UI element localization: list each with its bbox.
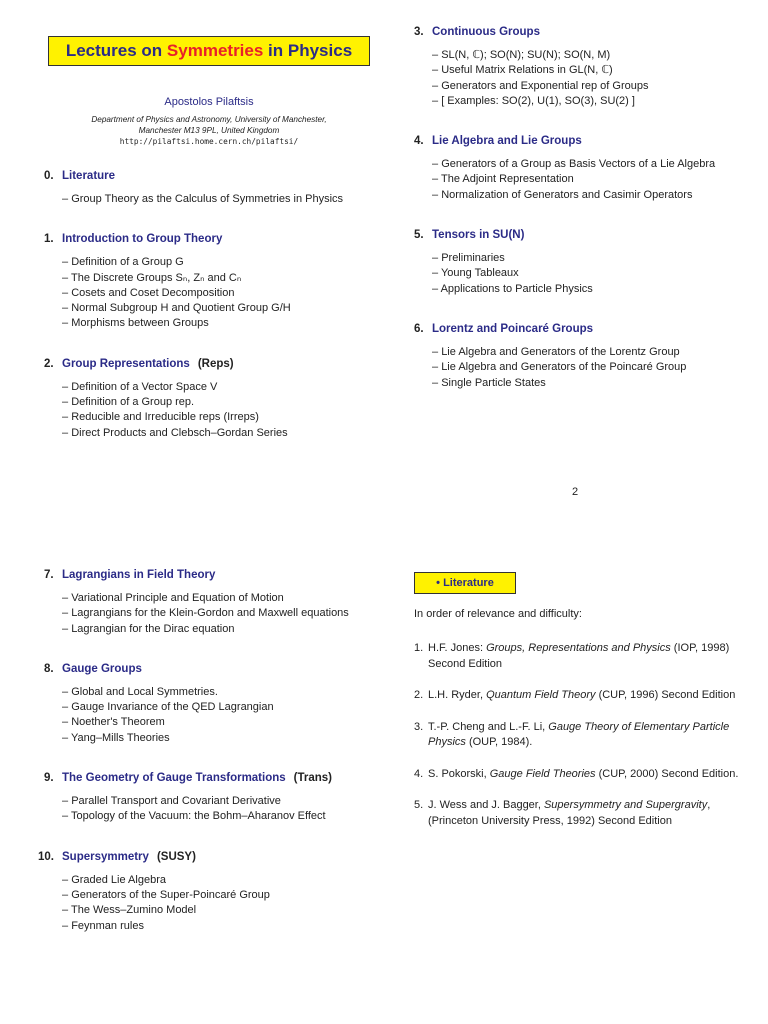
topic-item: – Topology of the Vacuum: the Bohm–Aharanov Effect bbox=[62, 809, 364, 824]
topic-item: – Lie Algebra and Generators of the Lorentz Group bbox=[432, 345, 750, 360]
topic-item: – Graded Lie Algebra bbox=[62, 873, 364, 888]
topic-item: – Applications to Particle Physics bbox=[432, 282, 750, 297]
topic-item: – Gauge Invariance of the QED Lagrangian bbox=[62, 700, 364, 715]
slide-3 bbox=[0, 512, 384, 1024]
topic-item: – Preliminaries bbox=[432, 251, 750, 266]
outline-section bbox=[44, 358, 364, 441]
topic-item: – Generators and Exponential rep of Groups bbox=[432, 79, 750, 94]
reference-number: 1. bbox=[414, 642, 424, 654]
topic-item: – Variational Principle and Equation of Motion bbox=[62, 591, 364, 606]
literature-box: • Literature bbox=[414, 572, 516, 594]
section-number: 8. bbox=[44, 662, 54, 675]
reference-item bbox=[414, 798, 742, 829]
title-prefix: Lectures on bbox=[65, 41, 163, 60]
reference-text bbox=[428, 798, 742, 829]
reference-list bbox=[414, 641, 742, 829]
section-heading bbox=[44, 663, 364, 675]
reference-authors: H.F. Jones: bbox=[428, 642, 487, 654]
topic-list bbox=[62, 873, 364, 934]
section-number: 3. bbox=[414, 26, 424, 38]
reference-item bbox=[414, 641, 742, 672]
section-heading bbox=[44, 358, 364, 370]
topic-list bbox=[62, 255, 364, 331]
outline-section bbox=[38, 850, 364, 934]
topic-item: – [ Examples: SO(2), U(1), SO(3), SU(2) ] bbox=[432, 94, 750, 109]
outline-section bbox=[44, 772, 364, 825]
section-title: Continuous Groups bbox=[432, 26, 540, 38]
topic-list bbox=[432, 345, 750, 391]
topic-item: – Generators of a Group as Basis Vectors of a Lie Algebra bbox=[432, 157, 750, 172]
topic-item: – Lagrangian for the Dirac equation bbox=[62, 622, 364, 637]
section-heading bbox=[38, 850, 364, 863]
topic-list bbox=[432, 157, 750, 203]
section-abbreviation: (SUSY) bbox=[156, 850, 196, 863]
section-number: 10. bbox=[38, 850, 54, 863]
section-abbreviation: (Trans) bbox=[293, 772, 332, 785]
outline-section bbox=[44, 663, 364, 746]
topic-item: – Parallel Transport and Covariant Derivative bbox=[62, 794, 364, 809]
section-title: Literature bbox=[62, 170, 116, 182]
section-number: 5. bbox=[414, 229, 424, 242]
reference-title: Gauge Theory of Elementary Particle Physics bbox=[428, 720, 730, 748]
section-list bbox=[44, 170, 364, 441]
section-number: 1. bbox=[44, 233, 54, 246]
topic-item: – Yang–Mills Theories bbox=[62, 731, 364, 746]
outline-section bbox=[44, 233, 364, 331]
section-number: 4. bbox=[414, 135, 424, 148]
reference-title: Gauge Field Theories bbox=[489, 767, 596, 780]
topic-item: – Young Tableaux bbox=[432, 266, 750, 281]
section-heading bbox=[414, 323, 750, 335]
section-list bbox=[414, 26, 750, 391]
topic-item: – Lagrangians for the Klein-Gordon and Maxwell equations bbox=[62, 606, 364, 621]
reference-title: Groups, Representations and Physics bbox=[486, 642, 671, 654]
outline-section bbox=[44, 569, 364, 637]
literature-intro: In order of relevance and difficulty: bbox=[414, 608, 582, 620]
affiliation-line-1: Department of Physics and Astronomy, University of Manchester, bbox=[91, 115, 327, 124]
section-title: Lagrangians in Field Theory bbox=[62, 569, 216, 581]
reference-number: 3. bbox=[414, 720, 424, 733]
topic-item: – Definition of a Group rep. bbox=[62, 395, 364, 410]
topic-item: – The Discrete Groups Sₙ, Zₙ and Cₙ bbox=[62, 271, 364, 286]
section-abbreviation: (Reps) bbox=[197, 357, 234, 370]
topic-item: – Reducible and Irreducible reps (Irreps) bbox=[62, 410, 364, 425]
section-heading bbox=[44, 569, 364, 581]
section-heading bbox=[414, 229, 750, 241]
topic-item: – Direct Products and Clebsch–Gordan Series bbox=[62, 426, 364, 441]
outline-section bbox=[414, 135, 750, 203]
reference-text bbox=[428, 767, 742, 783]
reference-text bbox=[428, 688, 742, 704]
outline-section bbox=[44, 170, 364, 207]
topic-item: – Lie Algebra and Generators of the Poincaré Group bbox=[432, 360, 750, 375]
reference-number: 4. bbox=[414, 767, 424, 780]
section-title: The Geometry of Gauge Transformations bbox=[62, 772, 286, 785]
reference-item bbox=[414, 688, 742, 704]
reference-publication: (CUP, 2000) Second Edition. bbox=[595, 767, 739, 780]
section-number: 2. bbox=[44, 357, 54, 370]
topic-list bbox=[432, 48, 750, 109]
section-heading bbox=[414, 135, 750, 147]
topic-item: – SL(N, ℂ); SO(N); SU(N); SO(N, M) bbox=[432, 48, 750, 63]
reference-authors: T.-P. Cheng and L.-F. Li, bbox=[428, 720, 549, 733]
slide-2 bbox=[384, 0, 768, 512]
reference-item bbox=[414, 720, 742, 751]
title-suffix: in Physics bbox=[268, 41, 353, 60]
topic-item: – Single Particle States bbox=[432, 376, 750, 391]
section-heading bbox=[44, 772, 364, 784]
section-heading bbox=[44, 233, 364, 245]
reference-title: Supersymmetry and Supergravity bbox=[543, 799, 708, 811]
topic-list bbox=[432, 251, 750, 297]
affiliation bbox=[48, 114, 370, 136]
topic-item: – The Wess–Zumino Model bbox=[62, 903, 364, 918]
topic-list bbox=[62, 591, 364, 637]
lecture-title bbox=[48, 36, 370, 66]
section-title: Group Representations bbox=[62, 357, 190, 370]
topic-list bbox=[62, 685, 364, 746]
topic-item: – Morphisms between Groups bbox=[62, 316, 364, 331]
reference-publication: (IOP, 1998) Second Edition bbox=[428, 642, 730, 670]
topic-item: – Normal Subgroup H and Quotient Group G/H bbox=[62, 301, 364, 316]
section-title: Introduction to Group Theory bbox=[62, 233, 223, 246]
section-title: Supersymmetry bbox=[62, 850, 149, 863]
section-title: Tensors in SU(N) bbox=[432, 229, 525, 242]
slide-1 bbox=[0, 0, 384, 512]
section-number: 9. bbox=[44, 772, 54, 785]
reference-number: 5. bbox=[414, 799, 424, 811]
section-title: Gauge Groups bbox=[62, 662, 142, 675]
reference-publication: , (Princeton University Press, 1992) Second Edition bbox=[428, 799, 711, 827]
section-number: 0. bbox=[44, 170, 54, 182]
reference-item bbox=[414, 767, 742, 783]
section-title: Lie Algebra and Lie Groups bbox=[432, 135, 582, 148]
slide-4 bbox=[384, 512, 768, 1024]
topic-item: – Group Theory as the Calculus of Symmetries in Physics bbox=[62, 192, 364, 207]
homepage-url: http://pilaftsi.home.cern.ch/pilaftsi/ bbox=[119, 137, 299, 146]
section-number: 7. bbox=[44, 569, 54, 581]
topic-item: – The Adjoint Representation bbox=[432, 172, 750, 187]
author-name: Apostolos Pilaftsis bbox=[164, 96, 254, 108]
title-accent: Symmetries bbox=[166, 41, 264, 60]
reference-text bbox=[428, 720, 742, 751]
page-number: 2 bbox=[572, 486, 579, 498]
outline-section bbox=[414, 229, 750, 297]
reference-publication: (CUP, 1996) Second Edition bbox=[595, 689, 736, 701]
topic-item: – Cosets and Coset Decomposition bbox=[62, 286, 364, 301]
topic-item: – Definition of a Vector Space V bbox=[62, 380, 364, 395]
section-number: 6. bbox=[414, 322, 424, 335]
topic-item: – Noether's Theorem bbox=[62, 715, 364, 730]
topic-item: – Normalization of Generators and Casimir Operators bbox=[432, 188, 750, 203]
topic-item: – Useful Matrix Relations in GL(N, ℂ) bbox=[432, 63, 750, 78]
outline-section bbox=[414, 26, 750, 109]
section-heading bbox=[44, 170, 364, 182]
topic-item: – Definition of a Group G bbox=[62, 255, 364, 270]
reference-number: 2. bbox=[414, 689, 424, 701]
section-title: Lorentz and Poincaré Groups bbox=[432, 322, 594, 335]
topic-list bbox=[62, 192, 364, 207]
topic-item: – Global and Local Symmetries. bbox=[62, 685, 364, 700]
topic-list bbox=[62, 794, 364, 825]
section-heading bbox=[414, 26, 750, 38]
reference-authors: J. Wess and J. Bagger, bbox=[428, 799, 544, 811]
section-list bbox=[38, 569, 364, 934]
affiliation-line-2: Manchester M13 9PL, United Kingdom bbox=[138, 126, 280, 135]
reference-title: Quantum Field Theory bbox=[486, 689, 596, 701]
reference-authors: S. Pokorski, bbox=[428, 767, 490, 780]
reference-publication: (OUP, 1984). bbox=[465, 736, 533, 748]
topic-item: – Generators of the Super-Poincaré Group bbox=[62, 888, 364, 903]
topic-list bbox=[62, 380, 364, 441]
reference-authors: L.H. Ryder, bbox=[428, 689, 487, 701]
outline-section bbox=[414, 323, 750, 391]
topic-item: – Feynman rules bbox=[62, 919, 364, 934]
reference-text bbox=[428, 641, 742, 672]
